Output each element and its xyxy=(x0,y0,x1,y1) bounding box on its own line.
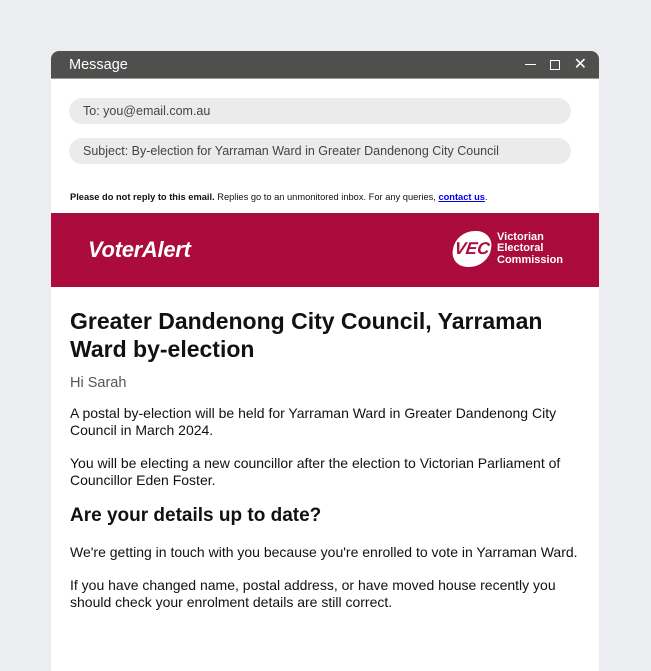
logo-line: Victorian xyxy=(497,230,544,243)
greeting: Hi Sarah xyxy=(70,375,127,391)
close-icon[interactable]: ✕ xyxy=(573,55,587,73)
logo-line: Electoral xyxy=(497,242,544,255)
notice-end: . xyxy=(484,192,488,202)
paragraph: You will be electing a new councillor after the election to Victorian Parliament of Councillor Eden Foster. xyxy=(70,455,561,488)
vec-logo xyxy=(453,231,563,267)
paragraph: A postal by-election will be held for Yarraman Ward in Greater Dandenong City Council in March 2024. xyxy=(70,405,557,438)
email-body xyxy=(70,307,585,627)
message-window xyxy=(51,51,599,671)
minimize-icon[interactable] xyxy=(525,64,536,66)
maximize-icon[interactable] xyxy=(550,60,560,70)
vec-mark: VEC xyxy=(450,231,493,267)
email-heading: Greater Dandenong City Council, Yarraman Ward by-election xyxy=(70,308,543,362)
no-reply-notice xyxy=(70,192,488,202)
notice-bold: Please do not reply to this email. xyxy=(70,192,215,202)
section-heading: Are your details up to date? xyxy=(70,505,322,526)
title-bar xyxy=(51,51,599,79)
paragraph: If you have changed name, postal address, or have moved house recently you should check your enrolment details are still correct. xyxy=(70,577,556,610)
paragraph: We're getting in touch with you because you're enrolled to vote in Yarraman Ward. xyxy=(70,544,578,560)
contact-us-link[interactable]: contact us xyxy=(438,192,485,202)
voteralert-logo: VoterAlert xyxy=(88,237,191,262)
window-title: Message xyxy=(69,56,128,73)
notice-text: Replies go to an unmonitored inbox. For any queries, xyxy=(214,192,439,202)
to-field[interactable]: To: you@email.com.au xyxy=(69,98,571,124)
subject-field[interactable]: Subject: By-election for Yarraman Ward in Greater Dandenong City Council xyxy=(69,138,571,164)
voteralert-banner xyxy=(51,213,599,287)
logo-line: Commission xyxy=(497,253,564,266)
